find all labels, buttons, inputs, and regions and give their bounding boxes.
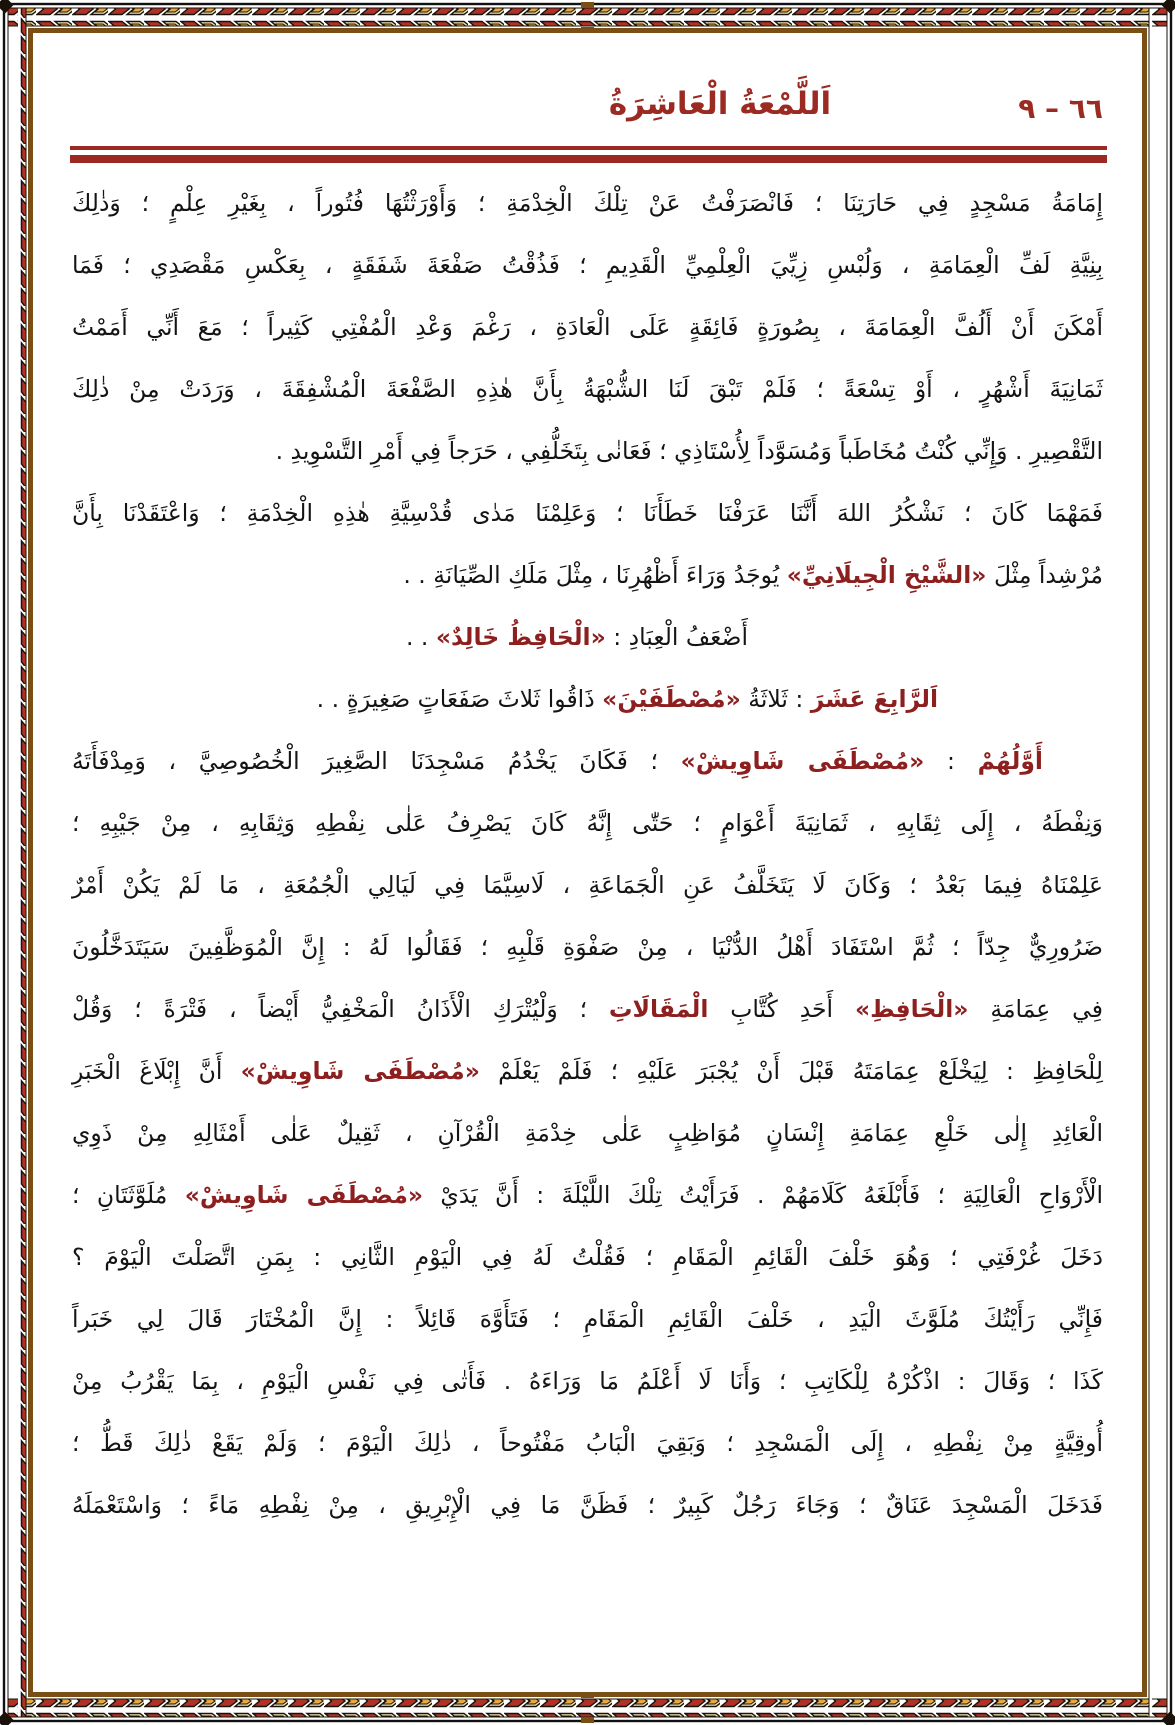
- text-line: [72, 296, 1103, 358]
- highlight-text: «الشَّيْخِ الْجِيلَانِيِّ»: [786, 561, 987, 589]
- highlight-text: «الْحَافِظِ»: [854, 995, 969, 1023]
- text-segment: التَّقْصِيرِ . وَإِنِّي كُنْتُ مُخَاطَباً وَمُسَوَّداً لِأُسْتَاذِي ؛ فَعَانٰى بِتَخَلُّفِي ، حَرَجاً فِي أَمْرِ التَّسْوِيدِ .: [275, 437, 1103, 465]
- text-segment: ذَاقُوا ثَلاثَ صَفَعَاتٍ صَغِيرَةٍ . .: [316, 685, 603, 713]
- text-segment: الْعَائِدِ إِلٰى خَلْعِ عِمَامَةِ إِنْسَانٍ مُوَاظِبٍ عَلٰى خِدْمَةِ الْقُرْآنِ ، ثَقِيلٌ عَلٰى أَمْثَالِهِ مِنْ ذَوِي: [72, 1119, 1103, 1147]
- text-segment: فَدَخَلَ الْمَسْجِدَ عَنَاقٌ ؛ وَجَاءَ رَجُلٌ كَبِيرٌ ؛ فَظَنَّ مَا فِي الْإِبْرِيقِ ، مِنْ نِفْطِهِ مَاءً ؛ وَاسْتَعْمَلَهُ: [72, 1491, 1103, 1519]
- text-segment: وَنِفْطَهُ ، إِلَى ثِقَابِهِ ، ثَمَانِيَةَ أَعْوَامٍ ؛ حَتّٰى إِنَّهُ كَانَ يَصْرِفُ عَلٰى نِفْطِهِ وَثِقَابِهِ ، مِنْ جَيْبِهِ ؛: [72, 809, 1103, 837]
- text-segment: كَذَا ؛ وَقَالَ : اذْكُرْهُ لِلْكَاتِبِ ؛ وَأَنَا لَا أَعْلَمُ مَا وَرَاءَهُ . فَأَتٰى فِي نَفْسِ الْيَوْمِ ، بِمَا يَقْرُبُ مِنْ: [72, 1367, 1103, 1395]
- text-line: [72, 544, 1103, 606]
- text-line: [72, 916, 1103, 978]
- text-line: [72, 978, 1103, 1040]
- text-segment: بِنِيَّةِ لَفِّ الْعِمَامَةِ ، وَلُبْسِ زِيِّيَ الْعِلْمِيِّ الْقَدِيمِ ؛ فَذُقْتُ صَفْعَةَ شَفَقَةٍ ، بِعَكْسِ مَقْصَدِي ؛ فَمَا: [72, 251, 1103, 279]
- text-line: [72, 172, 1103, 234]
- highlight-text: الْمَقَالَاتِ: [608, 995, 709, 1023]
- text-line: [72, 792, 1103, 854]
- header-divider-rule: [70, 146, 1107, 163]
- highlight-text: «مُصْطَفَيْنَ»: [602, 685, 741, 713]
- text-line: [72, 1040, 1103, 1102]
- text-segment: فِي عِمَامَةِ: [968, 995, 1103, 1023]
- text-segment: عَلِمْنَاهُ فِيمَا بَعْدُ ؛ وَكَانَ لَا يَتَخَلَّفُ عَنِ الْجَمَاعَةِ ، لَاسِيَّمَا فِي لَيَالِي الْجُمُعَةِ ، مَا لَمْ يَكُنْ أَمْرٌ: [72, 871, 1103, 899]
- text-line: [72, 1412, 1103, 1474]
- highlight-text: «مُصْطَفَى شَاوِيشْ»: [240, 1057, 480, 1085]
- text-segment: ضَرُورِيٌّ جِدّاً ؛ ثُمَّ اسْتَفَادَ أَهْلُ الدُّنْيَا ، مِنْ صَفْوَةِ قَلْبِهِ ؛ فَقَالُوا لَهُ : إِنَّ الْمُوَظَّفِينَ سَيَتَدَخَّلُونَ: [72, 933, 1103, 961]
- text-segment: ثَمَانِيَةَ أَشْهُرٍ ، أَوْ تِسْعَةً ؛ فَلَمْ تَبْقَ لَنَا الشُّبْهَةُ بِأَنَّ هٰذِهِ الصَّفْعَةَ الْمُشْفِقَةَ ، وَرَدَتْ مِنْ ذٰلِكَ: [72, 375, 1103, 403]
- text-segment: مُرْشِداً مِثْلَ: [986, 561, 1103, 589]
- text-segment: أَمْكَنَ أَنْ أَلُفَّ الْعِمَامَةَ ، بِصُورَةٍ فَائِقَةٍ عَلَى الْعَادَةِ ، رَغْمَ وَعْدِ الْمُفْتِي كَثِيراً ؛ مَعَ أَنِّي أَمَمْتُ: [72, 313, 1103, 341]
- text-line: [72, 730, 1103, 792]
- text-line: [72, 482, 1103, 544]
- text-line: [72, 420, 1103, 482]
- text-segment: الْأَرْوَاحِ الْعَالِيَةِ ؛ فَأَبْلَغَهُ كَلَامَهُمْ . فَرَأَيْتُ تِلْكَ اللَّيْلَةَ : أَنَّ يَدَيْ: [423, 1181, 1103, 1209]
- text-segment: فَإِنِّي رَأَيْتُكَ مُلَوَّثَ الْيَدِ ، خَلْفَ الْقَائِمِ الْمَقَامِ ؛ فَتَأَوَّهَ قَائِلاً : إِنَّ الْمُخْتَارَ قَالَ لِي خَبَراً: [72, 1305, 1103, 1333]
- text-segment: ؛ فَكَانَ يَخْدُمُ مَسْجِدَنَا الصَّغِيرَ الْخُصُوصِيَّ ، وَمِدْفَأَتَهُ: [72, 747, 681, 775]
- text-segment: أَحَدِ كُتَّابِ: [708, 995, 855, 1023]
- text-line: [72, 668, 1103, 730]
- highlight-text: أَوَّلُهُمْ: [977, 747, 1043, 775]
- highlight-text: «مُصْطَفَى شَاوِيشْ»: [184, 1181, 424, 1209]
- text-line: [72, 1102, 1103, 1164]
- text-segment: يُوجَدُ وَرَاءَ أَظْهُرِنَا ، مِثْلَ مَلَكِ الصِّيَانَةِ . .: [403, 561, 787, 589]
- text-segment: لِلْحَافِظِ : لِيَخْلَعْ عِمَامَتَهُ قَبْلَ أَنْ يُجْبَرَ عَلَيْهِ ؛ فَلَمْ يَعْلَمْ: [479, 1057, 1103, 1085]
- highlight-text: اَلرَّابِعَ عَشَرَ: [810, 685, 938, 713]
- text-segment: أَنَّ إِبْلَاغَ الْخَبَرِ: [72, 1057, 241, 1085]
- text-segment: أَضْعَفُ الْعِبَادِ :: [605, 623, 748, 651]
- text-segment: أُوقِيَّةٍ مِنْ نِفْطِهِ ، إِلَى الْمَسْجِدِ ؛ وَبَقِيَ الْبَابُ مَفْتُوحاً ، ذٰلِكَ الْيَوْمَ ؛ وَلَمْ يَقَعْ ذٰلِكَ قَطُّ ؛: [72, 1429, 1103, 1457]
- text-line: [72, 1474, 1103, 1536]
- text-line: [72, 358, 1103, 420]
- page-number: ٦٦ – ٩: [1018, 92, 1103, 125]
- text-line: [72, 854, 1103, 916]
- text-segment: دَخَلَ غُرْفَتِي ؛ وَهُوَ خَلْفَ الْقَائِمِ الْمَقَامِ ؛ فَقُلْتُ لَهُ فِي الْيَوْمِ الثَّانِي : بِمَنِ اتَّصَلْتَ الْيَوْمَ ؟: [72, 1243, 1103, 1271]
- text-segment: ؛ وَلْيُتْرَكِ الْأَذَانُ الْمَخْفِيُّ أَيْضاً ، فَتْرَةً ؛ وَقُلْ: [72, 995, 609, 1023]
- body-text: [72, 172, 1103, 1536]
- text-segment: مُلَوَّثَتَانِ ؛: [72, 1181, 185, 1209]
- text-line: [72, 1226, 1103, 1288]
- text-line: [72, 1288, 1103, 1350]
- text-segment: : ثَلاثَةُ: [740, 685, 811, 713]
- text-line: [72, 1350, 1103, 1412]
- text-line: [72, 606, 1103, 668]
- text-line: [72, 234, 1103, 296]
- highlight-text: «مُصْطَفَى شَاوِيشْ»: [680, 747, 925, 775]
- text-segment: . .: [405, 623, 436, 651]
- text-segment: :: [924, 747, 978, 775]
- page-title: اَللَّمْعَةُ الْعَاشِرَةُ: [608, 86, 832, 122]
- text-segment: فَمَهْمَا كَانَ ؛ نَشْكُرُ اللهَ أَنَّنَا عَرَفْنَا خَطَأَنَا ؛ وَعَلِمْنَا مَدٰى قُدْسِيَّةِ هٰذِهِ الْخِدْمَةِ ؛ وَاعْتَقَدْنَا بِأَنَّ: [72, 499, 1103, 527]
- highlight-text: «الْحَافِظُ خَالِدٌ»: [435, 623, 606, 651]
- text-segment: إِمَامَةُ مَسْجِدٍ فِي حَارَتِنَا ؛ فَانْصَرَفْتُ عَنْ تِلْكَ الْخِدْمَةِ ؛ وَأَوْرَثْتُهَا فُتُوراً ، بِغَيْرِ عِلْمٍ ؛ وَذٰلِكَ: [72, 189, 1103, 217]
- text-line: [72, 1164, 1103, 1226]
